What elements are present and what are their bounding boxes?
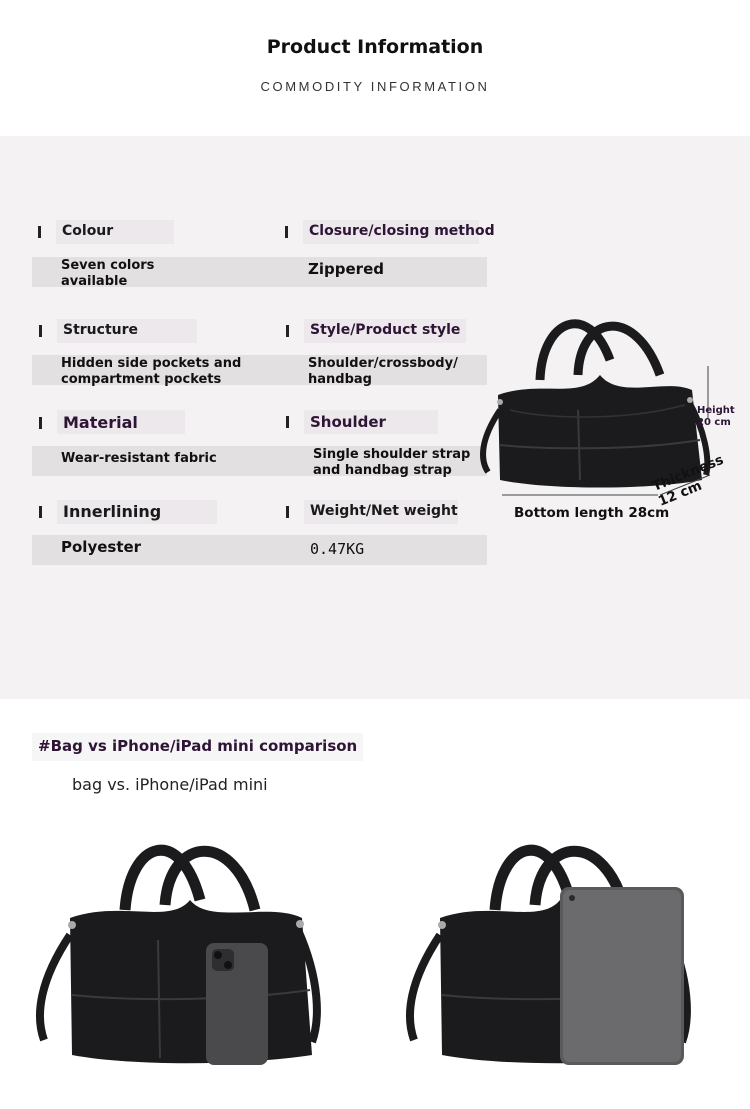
handbag-with-phone-image: [30, 830, 350, 1070]
spec-label-text: Style/Product style: [310, 322, 461, 338]
spec-value-colour: [61, 258, 154, 290]
value-line: Seven colors: [61, 258, 155, 273]
spec-value-structure: [61, 356, 241, 388]
spec-label-shoulder: [310, 413, 386, 431]
page-header: [0, 0, 750, 136]
spec-label-text: Colour: [62, 223, 114, 239]
spec-value-style: [308, 356, 458, 388]
dimension-bottom-length: Bottom length 28cm: [514, 505, 670, 521]
spec-label-weight: [310, 503, 458, 519]
bullet-bar: [39, 417, 42, 429]
spec-value-closure: Zippered: [308, 260, 384, 278]
spec-label-text: Material: [63, 413, 138, 432]
dimension-thickness: Thickness 12 cm: [650, 451, 726, 510]
value-line: and handbag strap: [313, 463, 452, 478]
spec-label-innerlining: [63, 502, 161, 521]
spec-value-shoulder: [313, 447, 470, 479]
comparison-title: #Bag vs iPhone/iPad mini comparison: [32, 733, 363, 761]
bullet-bar: [286, 506, 289, 518]
spec-label-text: Closure/closing method: [309, 223, 495, 239]
dimension-height: Height 20 cm: [697, 405, 735, 428]
spec-label-text: Shoulder: [310, 413, 386, 431]
page-subtitle: COMMODITY INFORMATION: [260, 79, 490, 94]
spec-label-material: [63, 413, 138, 432]
value-line: handbag: [308, 372, 372, 387]
spec-label-closure: [309, 223, 495, 239]
spec-value-innerlining: Polyester: [61, 538, 142, 556]
spec-label-text: Weight/Net weight: [310, 503, 458, 519]
value-line: Hidden side pockets and: [61, 356, 242, 371]
spec-label-colour: [62, 223, 113, 239]
bullet-bar: [39, 506, 42, 518]
bullet-bar: [286, 416, 289, 428]
spec-label-style: [310, 322, 460, 338]
page-title: Product Information: [266, 36, 484, 58]
bullet-bar: [286, 325, 289, 337]
tablet-image: [560, 887, 684, 1065]
value-line: available: [61, 274, 128, 289]
phone-image: [206, 943, 268, 1065]
bullet-bar: [38, 226, 41, 238]
comparison-subtitle: bag vs. iPhone/iPad mini: [72, 775, 268, 794]
bullet-bar: [285, 226, 288, 238]
handbag-with-tablet-image: [400, 830, 720, 1070]
value-line: Shoulder/crossbody/: [308, 356, 458, 371]
spec-label-structure: [63, 322, 138, 338]
value-line: compartment pockets: [61, 372, 222, 387]
bullet-bar: [39, 325, 42, 337]
spec-label-text: Structure: [63, 322, 139, 338]
spec-value-material: Wear-resistant fabric: [61, 451, 217, 466]
spec-value-weight: 0.47KG: [310, 540, 365, 558]
value-line: Single shoulder strap: [313, 447, 471, 462]
spec-label-text: Innerlining: [63, 502, 162, 521]
